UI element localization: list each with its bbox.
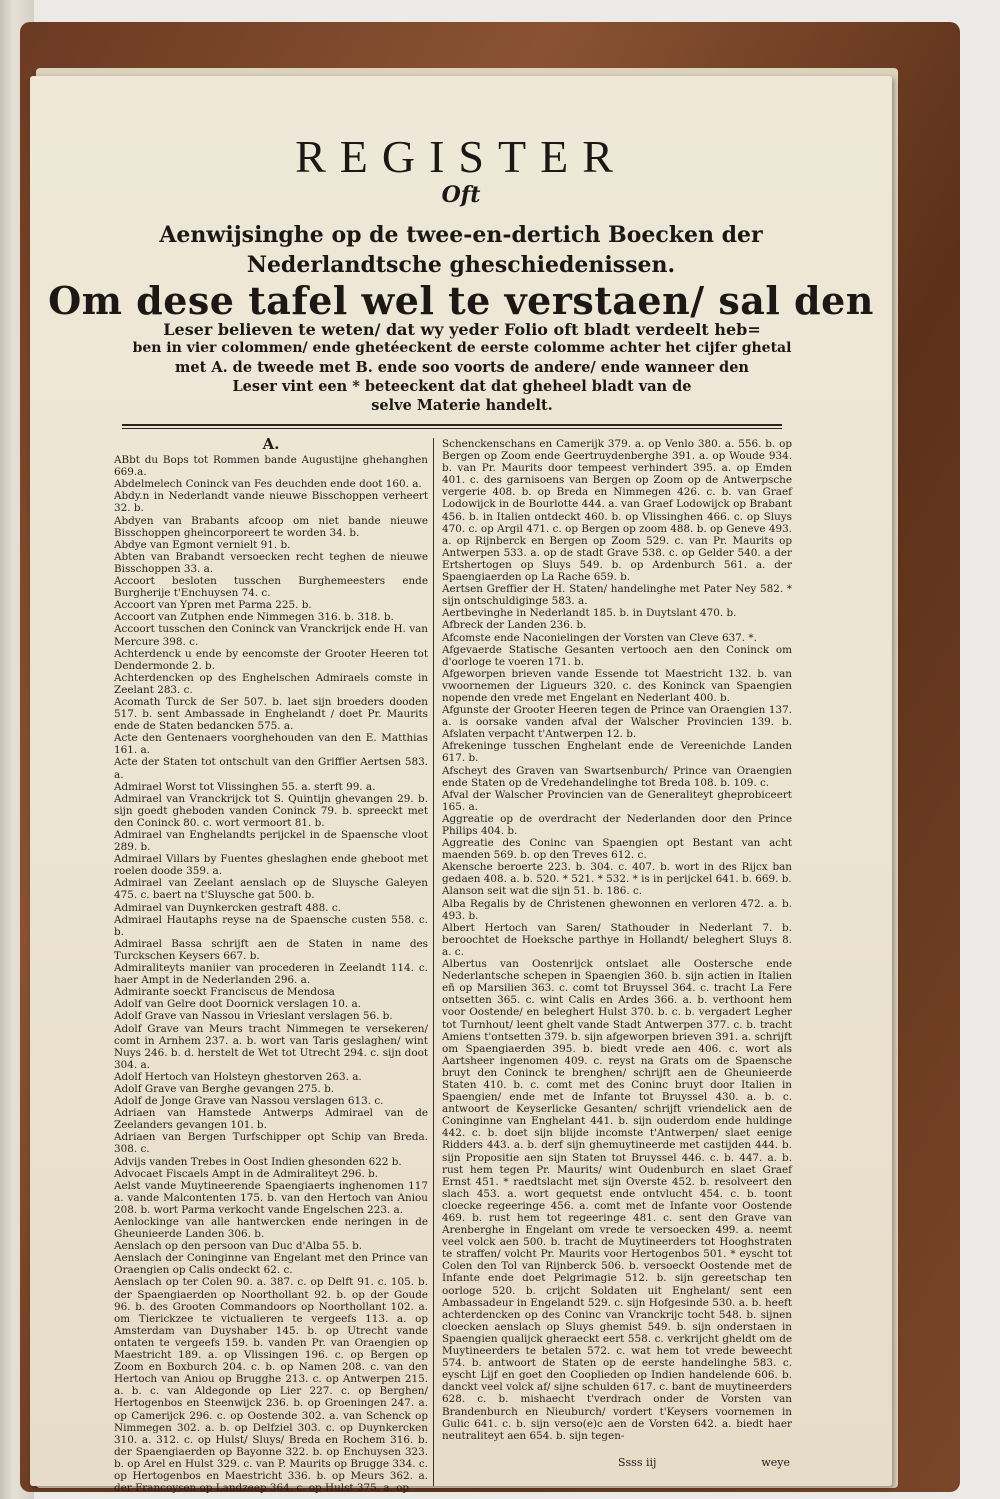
- register-entry: Alanson seit wat die sijn 51. b. 186. c.: [442, 885, 643, 898]
- register-entry: Schenckenschans en Camerijk 379. a. op Venlo 380. a. 556. b. op Bergen op Zoom ende Geertruydenberghe 391. a. op Woude 934. b. van Pr. Maurits door tempeest verhindert 395. a. op Emden 401. c. des garnisoens van Bergen op Zoom op de Antwerpsche vergerie 408. b. op Breda en Nimmegen 426. c. b. van Graef Lodowijck in de Bourlotte 444. a. van Graef Lodowijck op Brabant 456. b. in Italien ontdeckt 460. b. op Vlissinghen 466. c. op Sluys 470. c. op Argil 471. c. op Bergen op zoom 488. b. op Geneve 493. a. op Rijnberck en Bergen op Zoom 529. c. van Pr. Maurits op Antwerpen 533. a. op de stadt Grave 538. c. op Gelder 540. a der Ertshertogen op Sluys 549. b. op Ardenburch 561. a. der Spaengiaerden op La Rache 659. b.: [442, 438, 792, 584]
- register-entry: Afgeworpen brieven vande Essende tot Maestricht 132. b. van vwoornemen der Ligueurs 320. c. des Koninck van Spaengien nopende den vrede met Engelant en Nederlant 400. b.: [442, 667, 792, 704]
- register-entry: Advocaet Fiscaels Ampt in de Admiraliteyt 296. b.: [114, 1167, 379, 1180]
- register-entry: Aenlockinge van alle hantwercken ende neringen in de Gheunieerde Landen 306. b.: [114, 1216, 428, 1241]
- intro-line: Leser believen te weten/ dat wy yeder Folio oft bladt verdeelt heb=: [163, 320, 761, 339]
- register-entry: Afbreck der Landen 236. b.: [442, 619, 587, 632]
- register-entry: Abdyen van Brabants afcoop om niet bande nieuwe Bisschoppen gheincorporeert te worden 34. b.: [114, 514, 428, 539]
- register-entry: Abten van Brabandt versoecken recht teghen de nieuwe Bisschoppen 33. a.: [114, 550, 428, 575]
- register-entry: Advijs vanden Trebes in Oost Indien ghesonden 622 b.: [114, 1155, 402, 1168]
- book-page: [30, 76, 892, 1495]
- register-entry: Afgunste der Grooter Heeren tegen de Prince van Oraengien 137. a. is oorsake vanden afval der Walscher Provincien 139. b. Afslaten verpacht t'Antwerpen 12. b.: [442, 704, 792, 741]
- intro-line: ben in vier colommen/ ende ghetéeckent de eerste colomme achter het cijfer ghetal: [132, 340, 792, 356]
- register-entry: Accoort besloten tusschen Burghemeesters ende Burgherije t'Enchuysen 74. c.: [114, 575, 428, 600]
- register-entry: Aertsen Greffier der H. Staten/ handelinghe met Pater Ney 582. * sijn ontschuldiginge 583. a.: [442, 583, 792, 608]
- register-entry: Afcomste ende Naconielingen der Vorsten van Cleve 637. *.: [442, 631, 757, 644]
- register-entry: Albertus van Oostenrijck ontslaet alle Oostersche ende Nederlantsche schepen in Spaengien 360. b. sijn actien in Italien eñ op Marsilien 363. c. comt tot Bruyssel 364. c. tracht La Fere ontsetten 365. c. wint Calis en Ardes 366. a. b. verthoont hem voor Oostende/ en beleghert Hulst 370. b. c. b. vergadert Legher tot Turnhout/ leent ghelt vande Stadt Antwerpen 377. c. b. tracht Amiens t'ontsetten 379. b. sijn afgeworpen brieven 391. a. schrijft om Spaengiaerden 395. b. biedt vrede aen 406. c. wort als Aartsheer ingenomen 409. c. reyst na Grats om de Spaensche bruyt den Coninck te brenghen/ schrijft aen de Gheunieerde Staten 410. b. c. comt met des Coninc bruyt door Italien in Spaengien/ ende met de Infante tot Bruyssel 430. a. b. c. antwoort de Keyserlicke Gesanten/ schrijft vriendelick aen de Coninginne van Enghelant 441. b. sijn ouderdom ende huldinge 442. c. b. doet sijn blijde incomste t'Antwerpen/ slaet eenige Ridders 443. a. b. derf sijn ghemuytineerde met castijden 444. b. sijn Propositie aen sijn Staten tot Bruyssel 446. c. b. 447. a. b. rust hem tegen Pr. Maurits/ wint Oudenburch en slaet Graef Ernst 451. * raedtslacht met sijn Overste 452. b. resolveert den slach 453. a. wort gequetst ende ontvlucht 454. c. b. toont cloecke regeeringe 456. a. comt met de Infante voor Oostende 469. b. rust hem tot regeeringe 481. c. sent den Grave van Arenberghe in Engelant om vrede te versoecken 499. a. neemt veel volck aen 500. b. tracht de Muytineerders tot Hooghstraten te straffen/ volcht Pr. Maurits voor Hertogenbos 501. * eyscht tot Colen den Tol van Rijnberck 506. b. versoeckt Oostende met de Infante ende doet Pelgrimagie 512. b. sijn gereetschap ten oorloge 520. b. crijcht Soldaten uit Enghelant/ sent een Ambassadeur in Engelandt 529. c. sijn Hofgesinde 530. a. b. heeft achterdencken op des Coninc van Vranckrijc tocht 548. b. sijnen cloecken aenslach op Sluys ghemist 549. b. sijn onderstaen in Spaengien qualijck gheraeckt eert 558. c. verkrijcht gheldt om de Muytineerders te betalen 572. c. wat hem tot vrede beweecht 574. b. antwoort de Staten op de eerste handelinghe 583. c. eyscht Lijf en goet den Cooplieden op Indien handelende 606. b. danckt veel volck af/ sijne schulden 617. c. bant de muytineerders 628. c. b. mishaecht t'verdrach onder de Vorsten van Brandenburch en Nieuburch/ vordert t'Keysers voornemen in Gulic 641. c. b. sijn verso(e)c aen de Vorsten 642. a. biedt haer neutraliteyt aen 654. b. sijn tegen-: [442, 958, 792, 1442]
- register-entry: Aenslach op ter Colen 90. a. 387. c. op Delft 91. c. 105. b. der Spaengiaerden op Noorthollant 92. b. op der Goude 96. b. des Grooten Commandoors op Noorthollant 102. a. om Tierickzee te victualieren te vergeefs 113. a. op Amsterdam van Duyshaber 145. b. op Utrecht vande ontaten te vergeefs 159. b. vanden Pr. van Oraengien op Maestricht 189. a. op Vlissingen 196. c. op Bergen op Zoom en Boxburch 204. c. b. op Namen 208. c. van den Hertoch van Aniou op Brugghe 213. c. op Antwerpen 215. a. b. c. van Aldegonde op Lier 227. c. op Berghen/ Hertogenbos en Steenwijck 236. b. op Groeningen 247. a. op Camerijck 296. c. op Oostende 302. a. van Schenck op Nimmegen 302. a. b. op Delfziel 303. c. op Duynkercken 310. a. 312. c. op Hulst/ Sluys/ Breda en Rochem 316. b. der Spaengiaerden op Bayonne 322. b. op Enchuysen 323. b. op Arel en Hulst 329. c. van P. Maurits op Brugge 334. c. op Hertogenbos en Maestricht 336. b. op Meurs 362. a. der Francoysen op Landzeep 364. c. op Hulst 375. a. op: [114, 1276, 428, 1495]
- page-title: REGISTER: [295, 131, 627, 182]
- register-entry: Adolf Grave van Meurs tracht Nimmegen te versekeren/ comt in Arnhem 237. a. b. wort van Taris geslaghen/ wint Nuys 246. b. d. herstelt de Wet tot Utrecht 294. c. sijn doot 304. a.: [114, 1022, 428, 1071]
- register-entry: Adolf Grave van Nassou in Vrieslant verslagen 56. b.: [114, 1010, 393, 1023]
- register-entry: Abdye van Egmont vernielt 91. b.: [114, 538, 291, 551]
- register-entry: Abdelmelech Coninck van Fes deuchden ende doot 160. a.: [114, 478, 422, 491]
- subtitle: Oft: [441, 182, 481, 208]
- register-entry: Accoort van Ypren met Parma 225. b.: [114, 599, 312, 612]
- register-entry: Acte den Gentenaers voorghehouden van den E. Matthias 161. a.: [114, 732, 428, 757]
- register-entry: Afval der Walscher Provincien van de Generaliteyt gheprobiceert 165. a.: [442, 788, 792, 813]
- right-column: [442, 438, 792, 1442]
- register-entry: Aenslach op den persoon van Duc d'Alba 55. b.: [114, 1240, 363, 1253]
- register-entry: Achterdenck u ende by eencomste der Grooter Heeren tot Dendermonde 2. b.: [114, 647, 428, 672]
- register-entry: Acte der Staten tot ontschult van den Griffier Aertsen 583. a.: [114, 756, 428, 781]
- header-rule: [122, 424, 782, 426]
- register-entry: Adolf Grave van Berghe gevangen 275. b.: [114, 1082, 335, 1095]
- register-entry: Accoort tusschen den Coninck van Vranckrijck ende H. van Mercure 398. c.: [114, 623, 428, 648]
- register-entry: Afrekeninge tusschen Enghelant ende de Vereenichde Landen 617. b.: [442, 740, 792, 765]
- register-entry: Aenslach der Coninginne van Engelant met den Prince van Oraengien op Calis ondeckt 62. c.: [114, 1252, 428, 1277]
- register-entry: Albert Hertoch van Saren/ Stathouder in Nederlant 7. b. beroochtet de Hoeksche parthye in Hollandt/ beleghert Sluys 8. a. c.: [442, 921, 792, 958]
- register-entry: Admirael van Zeelant aenslach op de Sluysche Galeyen 475. c. baert na t'Sluysche gat 500. b.: [114, 877, 428, 902]
- register-entry: Abdy.n in Nederlandt vande nieuwe Bisschoppen verheert 32. b.: [114, 490, 428, 515]
- register-entry: Adriaen van Hamstede Antwerps Admirael van de Zeelanders gevangen 101. b.: [114, 1107, 428, 1132]
- catchword: weye: [761, 1456, 790, 1469]
- register-entry: Admirael Hautaphs reyse na de Spaensche custen 558. c. b.: [114, 913, 428, 938]
- register-entry: Admirael Worst tot Vlissinghen 55. a. sterft 99. a.: [114, 780, 376, 793]
- column-divider: [433, 438, 434, 1486]
- register-entry: Acomath Turck de Ser 507. b. laet sijn broeders dooden 517. b. sent Ambassade in Enghelandt / doet Pr. Maurits ende de Staten bedancken 575. a.: [114, 695, 428, 733]
- register-entry: Aggreatie des Coninc van Spaengien opt Bestant van acht maenden 569. b. op den Treves 612. c.: [442, 837, 792, 862]
- title-line-2: Nederlandtsche gheschiedenissen.: [246, 252, 676, 278]
- register-entry: Adolf de Jonge Grave van Nassou verslagen 613. c.: [114, 1095, 384, 1108]
- register-entry: Aertbevinghe in Nederlandt 185. b. in Duytslant 470. b.: [442, 607, 737, 620]
- register-entry: Adriaen van Bergen Turfschipper opt Schip van Breda. 308. c.: [114, 1131, 428, 1156]
- header-rule-thin: [122, 428, 782, 429]
- register-entry: Achterdencken op des Enghelschen Admiraels comste in Zeelant 283. c.: [114, 671, 428, 696]
- register-entry: Alba Regalis by de Christenen ghewonnen en verloren 472. a. b. 493. b.: [442, 897, 792, 922]
- register-entry: Admirael van Vranckrijck tot S. Quintijn ghevangen 29. b. sijn goedt gheboden vanden Coninck 79. b. spreeckt met den Coninck 80. c. wort vermoort 81. b.: [114, 792, 428, 829]
- register-entry: Aggreatie op de overdracht der Nederlanden door den Prince Philips 404. b.: [442, 812, 792, 837]
- headline: Om dese tafel wel te verstaen/ sal den: [48, 278, 874, 323]
- register-entry: ABbt du Bops tot Rommen bande Augustijne ghehanghen 669.a.: [114, 454, 428, 479]
- register-entry: Admirael Villars by Fuentes gheslaghen ende gheboot met roelen doode 359. a.: [114, 853, 428, 878]
- register-entry: Admirael van Duynkercken gestraft 488. c.: [114, 901, 341, 914]
- intro-line: met A. de tweede met B. ende soo voorts de andere/ ende wanneer den: [175, 359, 749, 376]
- title-line-1: Aenwijsinghe op de twee-en-dertich Boecken der: [159, 222, 763, 248]
- register-entry: Accoort van Zutphen ende Nimmegen 316. b. 318. b.: [114, 611, 394, 624]
- register-entry: Admiraliteyts maniier van procederen in Zeelandt 114. c. haer Ampt in de Nederlanden 296. a.: [114, 962, 428, 987]
- register-entry: Admirael Bassa schrijft aen de Staten in name des Turckschen Keysers 667. b.: [114, 937, 428, 962]
- left-column: [114, 435, 428, 1495]
- register-entry: Admirante soeckt Franciscus de Mendosa: [114, 986, 335, 999]
- register-entry: Admirael van Enghelandts perijckel in de Spaensche vloot 289. b.: [114, 829, 428, 854]
- intro-paragraph: [112, 320, 812, 415]
- section-letter: A.: [262, 435, 280, 453]
- intro-line: Leser vint een * beteeckent dat dat gheheel bladt van de: [232, 378, 692, 395]
- register-entry: Adolf van Gelre doot Doornick verslagen 10. a.: [114, 998, 361, 1011]
- intro-line: selve Materie handelt.: [371, 397, 553, 414]
- register-entry: Adolf Hertoch van Holsteyn ghestorven 263. a.: [114, 1070, 362, 1083]
- register-entry: Afscheyt des Graven van Swartsenburch/ Prince van Oraengien ende Staten op de Vredehandelinghe tot Breda 108. b. 109. c.: [442, 764, 792, 789]
- register-entry: Akensche beroerte 223. b. 304. c. 407. b. wort in des Rijcx ban gedaen 408. a. b. 520. * 521. * 532. * is in perijckel 641. b. 669. b.: [442, 861, 792, 886]
- signature-mark: Ssss iij: [618, 1456, 657, 1469]
- register-entry: Afgevaerde Statische Gesanten vertooch aen den Coninck om d'oorloge te voeren 171. b.: [442, 643, 792, 668]
- register-entry: Aelst vande Muytineerende Spaengiaerts inghenomen 117 a. vande Malcontenten 175. b. van den Hertoch van Aniou 208. b. wort Parma verkocht vande Engelschen 223. a.: [114, 1179, 428, 1216]
